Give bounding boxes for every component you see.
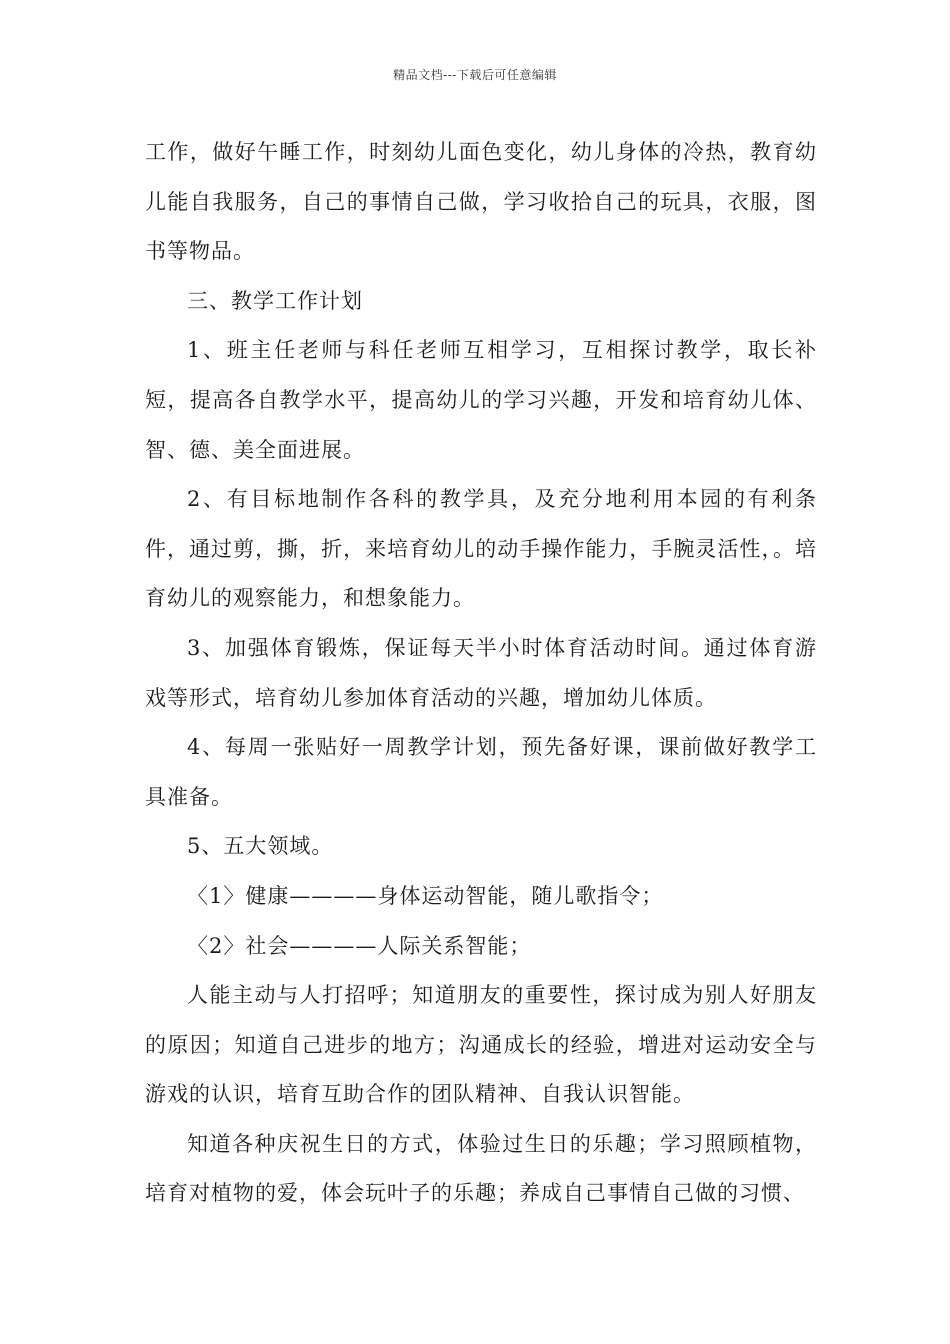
document-body — [145, 128, 817, 1219]
paragraph-item-2: 2、有目标地制作各科的教学具，及充分地利用本园的有利条件，通过剪，撕，折，来培育幼儿的动手操作能力，手腕灵活性，。培育幼儿的观察能力，和想象能力。 — [145, 487, 817, 611]
paragraph-continuation: 工作，做好午睡工作，时刻幼儿面色变化，幼儿身体的冷热，教育幼儿能自我服务，自己的事情自己做，学习收拾自己的玩具，衣服，图书等物品。 — [145, 140, 817, 264]
page-header: 精品文档---下载后可任意编辑 — [393, 68, 557, 82]
paragraph-item-5: 5、五大领域。 — [187, 834, 334, 859]
paragraph-item-1: 1、班主任老师与科任老师互相学习，互相探讨教学，取长补短，提高各自教学水平，提高幼儿的学习兴趣，开发和培育幼儿体、智、德、美全面进展。 — [145, 338, 817, 462]
paragraph-birthday-details: 知道各种庆祝生日的方式，体验过生日的乐趣；学习照顾植物，培育对植物的爱，体会玩叶子的乐趣；养成自己事情自己做的习惯、 — [145, 1131, 817, 1206]
paragraph-item-3: 3、加强体育锻炼，保证每天半小时体育活动时间。通过体育游戏等形式，培育幼儿参加体育活动的兴趣，增加幼儿体质。 — [145, 635, 817, 710]
sub-item-health: 〈1〉健康————身体运动智能，随儿歌指令； — [187, 883, 664, 908]
paragraph-item-4: 4、每周一张贴好一周教学计划，预先备好课，课前做好教学工具准备。 — [145, 735, 817, 809]
paragraph-social-details: 人能主动与人打招呼；知道朋友的重要性，探讨成为别人好朋友的原因；知道自己进步的地方；沟通成长的经验，增进对运动安全与游戏的认识，培育互助合作的团队精神、自我认识智能。 — [145, 983, 817, 1107]
section-heading: 三、教学工作计划 — [187, 288, 363, 313]
sub-item-social: 〈2〉社会————人际关系智能； — [187, 933, 532, 958]
